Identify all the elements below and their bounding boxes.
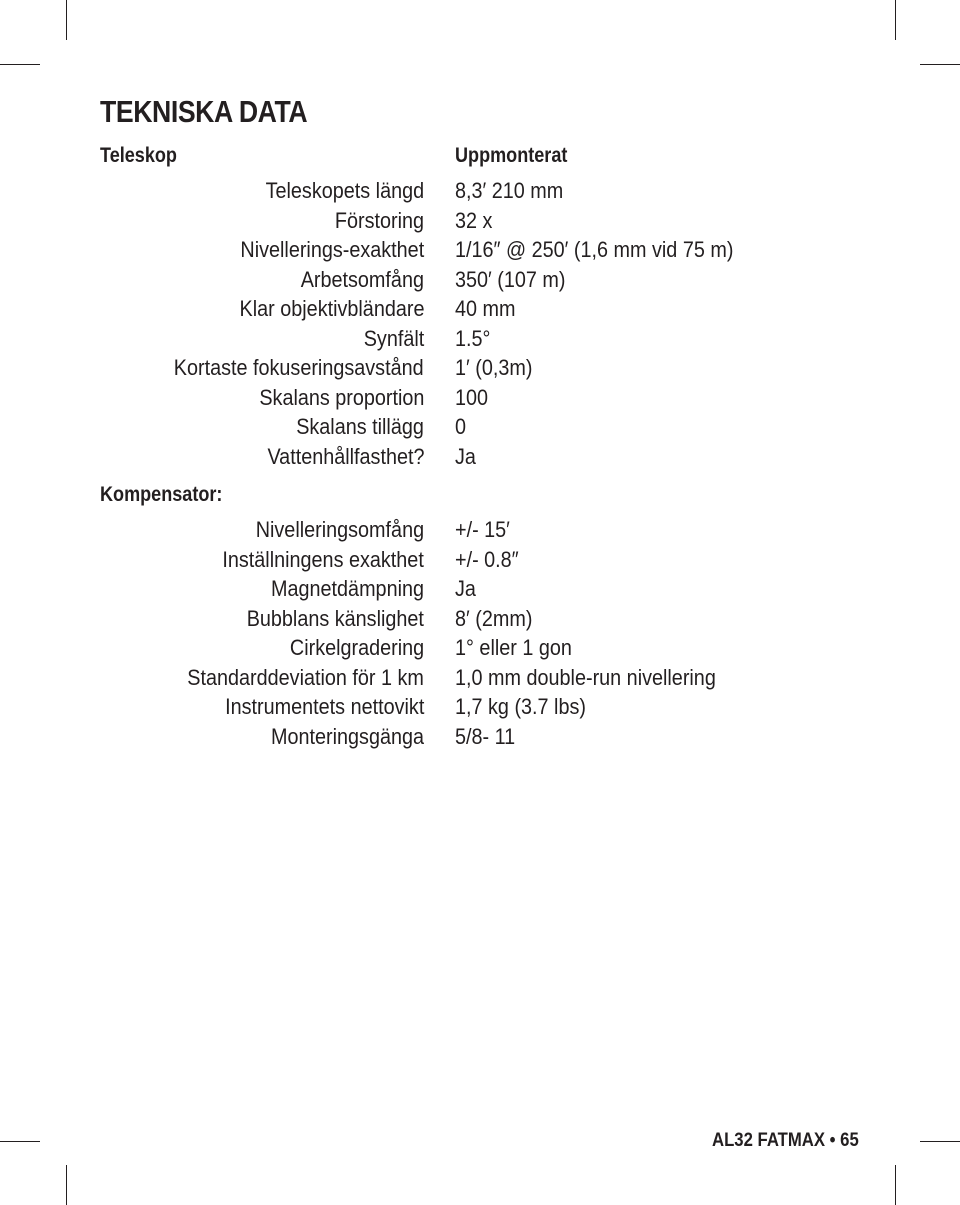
spec-value: Ja [455,443,476,469]
spec-row [0,353,960,383]
spec-value: 1,0 mm double-run nivellering [455,664,716,690]
spec-label: Inställningens exakthet [222,546,424,572]
spec-row [0,692,960,722]
compensator-spec-list [0,515,960,751]
spec-row [0,265,960,295]
spec-row [0,412,960,442]
spec-label: Magnetdämpning [270,576,424,601]
spec-row [0,442,960,472]
spec-row [0,722,960,752]
spec-label: Cirkelgradering [289,635,424,660]
spec-value: 100 [455,384,489,410]
spec-value: 5/8- 11 [455,723,516,749]
spec-label: Arbetsomfång [300,266,424,292]
spec-label: Monteringsgänga [270,723,424,749]
crop-mark [895,1165,896,1205]
crop-mark [895,0,896,40]
spec-label: Nivelleringsomfång [255,517,424,542]
spec-value: 0 [455,414,467,439]
crop-mark [0,64,40,65]
spec-value: 8,3′ 210 mm [455,178,564,203]
spec-value: 1′ (0,3m) [455,355,533,380]
spec-label: Kortaste fokuseringsavstånd [174,355,424,380]
telescope-heading: Teleskop [100,144,177,167]
spec-value: 1.5° [455,325,491,351]
spec-row [0,663,960,693]
spec-label: Skalans proportion [258,384,424,410]
spec-label: Instrumentets nettovikt [224,694,424,719]
spec-label: Synfält [363,325,424,351]
spec-label: Bubblans känslighet [246,605,424,631]
spec-label: Teleskopets längd [265,178,424,203]
spec-row [0,633,960,663]
spec-row [0,176,960,206]
crop-mark [66,0,67,40]
spec-row [0,574,960,604]
spec-label: Klar objektivbländare [239,296,424,321]
spec-value: 1,7 kg (3.7 lbs) [455,694,586,719]
crop-mark [66,1165,67,1205]
spec-row [0,383,960,413]
telescope-spec-list [0,176,960,471]
spec-value: 350′ (107 m) [455,266,566,292]
spec-row [0,324,960,354]
spec-value: Ja [455,576,476,601]
spec-row [0,515,960,545]
spec-label: Skalans tillägg [296,414,424,439]
spec-value: 40 mm [455,296,516,321]
spec-label: Förstoring [334,207,424,233]
crop-mark [920,1141,960,1142]
spec-label: Vattenhållfasthet? [266,443,424,469]
spec-value: 1/16″ @ 250′ (1,6 mm vid 75 m) [455,237,734,262]
spec-value: 1° eller 1 gon [455,635,572,660]
column-heading: Uppmonterat [455,144,568,167]
spec-row [0,235,960,265]
spec-value: 32 x [455,207,493,233]
spec-row [0,604,960,634]
compensator-heading: Kompensator: [100,483,223,506]
spec-label: Standarddeviation för 1 km [187,664,424,690]
page-footer: AL32 FATMAX • 65 [712,1130,859,1151]
crop-mark [0,1141,40,1142]
spec-row [0,294,960,324]
spec-row [0,545,960,575]
crop-mark [920,64,960,65]
spec-value: +/- 0.8″ [455,546,519,572]
spec-value: +/- 15′ [455,517,510,542]
spec-value: 8′ (2mm) [455,605,533,631]
spec-row [0,206,960,236]
page-title: TEKNISKA DATA [100,94,308,129]
spec-label: Nivellerings-exakthet [240,237,424,262]
